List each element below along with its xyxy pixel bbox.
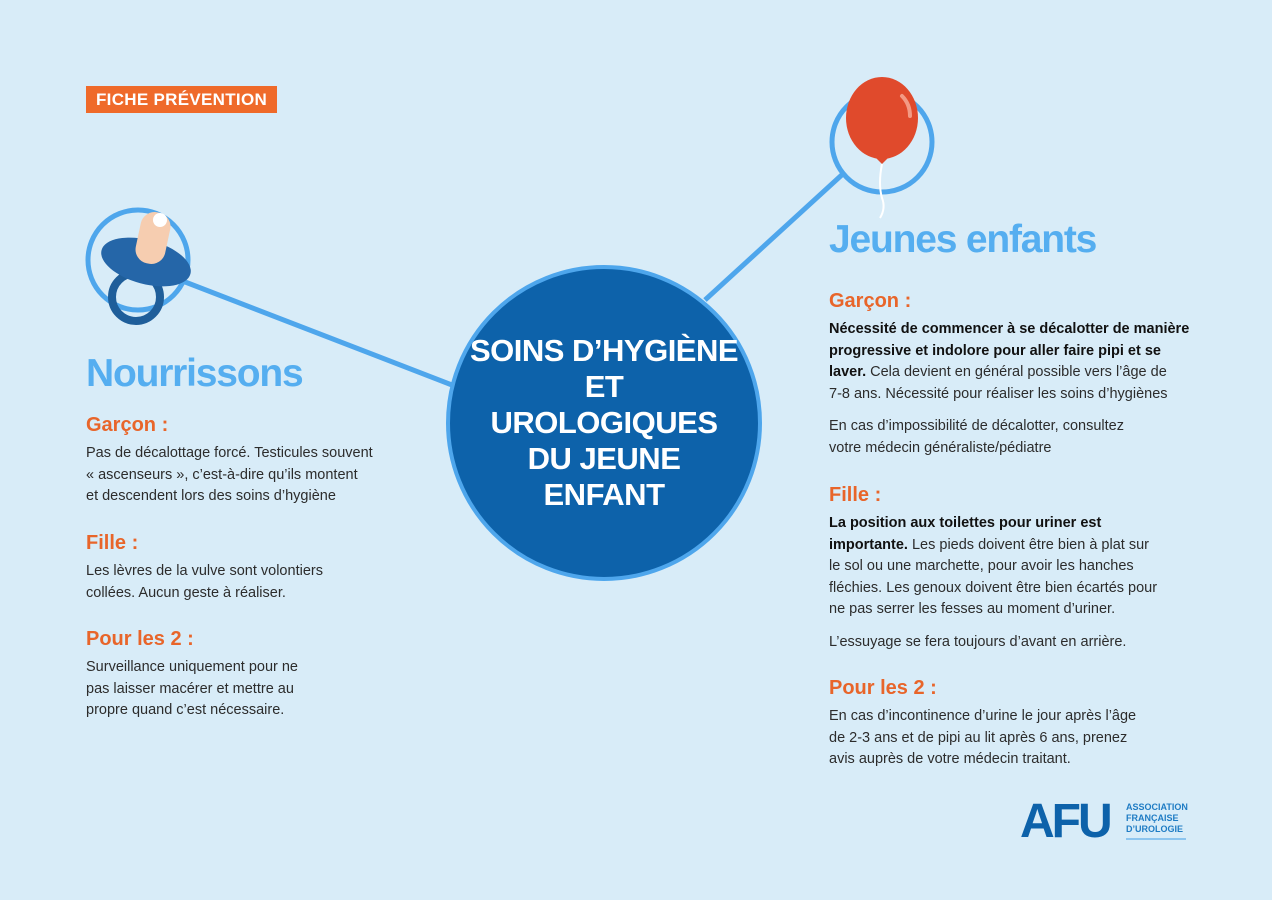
text-line: 7-8 ans. Nécessité pour réaliser les soins d’hygiènes <box>829 385 1168 402</box>
text-line: L’essuyage se fera toujours d’avant en arrière. <box>829 633 1127 650</box>
text-line: fléchies. Les genoux doivent être bien écartés pour <box>829 579 1158 596</box>
bold-text: laver. <box>829 364 867 380</box>
text-line: Pas de décalottage forcé. Testicules souvent <box>86 445 373 461</box>
bold-text: progressive et indolore pour aller faire pipi et se <box>829 342 1161 359</box>
balloon-icon <box>832 77 932 218</box>
text-span: Cela devient en général possible vers l’âge de <box>866 364 1167 380</box>
nourrissons-garcon-heading: Garçon : <box>86 414 169 436</box>
text-line: propre quand c’est nécessaire. <box>86 702 285 718</box>
center-circle <box>446 265 762 581</box>
bold-text: importante. <box>829 536 908 553</box>
nourrissons-garcon <box>86 414 386 508</box>
jeunes-les2-heading: Pour les 2 : <box>829 677 937 699</box>
nourrissons-les2-heading: Pour les 2 : <box>86 628 194 650</box>
jeunes-les2 <box>829 677 1209 771</box>
text-line: ne pas serrer les fesses au moment d’uriner. <box>829 601 1116 617</box>
pacifier-icon <box>88 209 196 321</box>
jeunes-garcon-heading: Garçon : <box>829 290 912 312</box>
text-span: Les pieds doivent être bien à plat sur <box>907 536 1149 553</box>
text-line: de 2-3 ans et de pipi au lit après 6 ans, prenez <box>829 729 1128 746</box>
text-line: En cas d’impossibilité de décalotter, consultez <box>829 418 1124 434</box>
nourrissons-fille <box>86 532 386 604</box>
text-line: avis auprès de votre médecin traitant. <box>829 751 1071 767</box>
text-line: pas laisser macérer et mettre au <box>86 680 294 697</box>
connector-right <box>705 172 845 300</box>
text-line: En cas d’incontinence d’urine le jour après l’âge <box>829 708 1137 724</box>
text-line: « ascenseurs », c’est-à-dire qu’ils montent <box>86 466 358 483</box>
afu-logo-subtitle <box>1126 802 1188 835</box>
bold-text: La position aux toilettes pour uriner est <box>829 515 1102 531</box>
afu-logo <box>1020 795 1110 848</box>
logo-sub-line: D’UROLOGIE <box>1126 824 1184 834</box>
jeunes-fille-heading: Fille : <box>829 484 882 506</box>
text-line: votre médecin généraliste/pédiatre <box>829 439 1052 456</box>
afu-logo-mark: AFU <box>1020 795 1110 848</box>
text-line: et descendent lors des soins d’hygiène <box>86 488 336 504</box>
text-line: Les lèvres de la vulve sont volontiers <box>86 563 323 579</box>
nourrissons-fille-heading: Fille : <box>86 532 139 554</box>
logo-sub-line: FRANÇAISE <box>1126 813 1179 823</box>
text-line: le sol ou une marchette, pour avoir les hanches <box>829 558 1134 574</box>
logo-underline <box>1126 838 1186 840</box>
jeunes-fille <box>829 484 1209 653</box>
text-line: collées. Aucun geste à réaliser. <box>86 584 286 601</box>
jeunes-enfants-title: Jeunes enfants <box>829 218 1097 261</box>
jeunes-garcon <box>829 290 1209 459</box>
text-line: Surveillance uniquement pour ne <box>86 659 298 675</box>
center-title: SOINS D’HYGIÈNE ET UROLOGIQUES DU JEUNE ENFANT <box>469 333 739 512</box>
fiche-prevention-badge: FICHE PRÉVENTION <box>86 86 277 113</box>
jeunes-enfants-section <box>829 218 1189 262</box>
bold-text: Nécessité de commencer à se décalotter de manière <box>829 321 1190 337</box>
nourrissons-les2 <box>86 628 386 722</box>
logo-sub-line: ASSOCIATION <box>1126 802 1188 812</box>
nourrissons-title: Nourrissons <box>86 352 303 395</box>
nourrissons-section <box>86 352 386 396</box>
